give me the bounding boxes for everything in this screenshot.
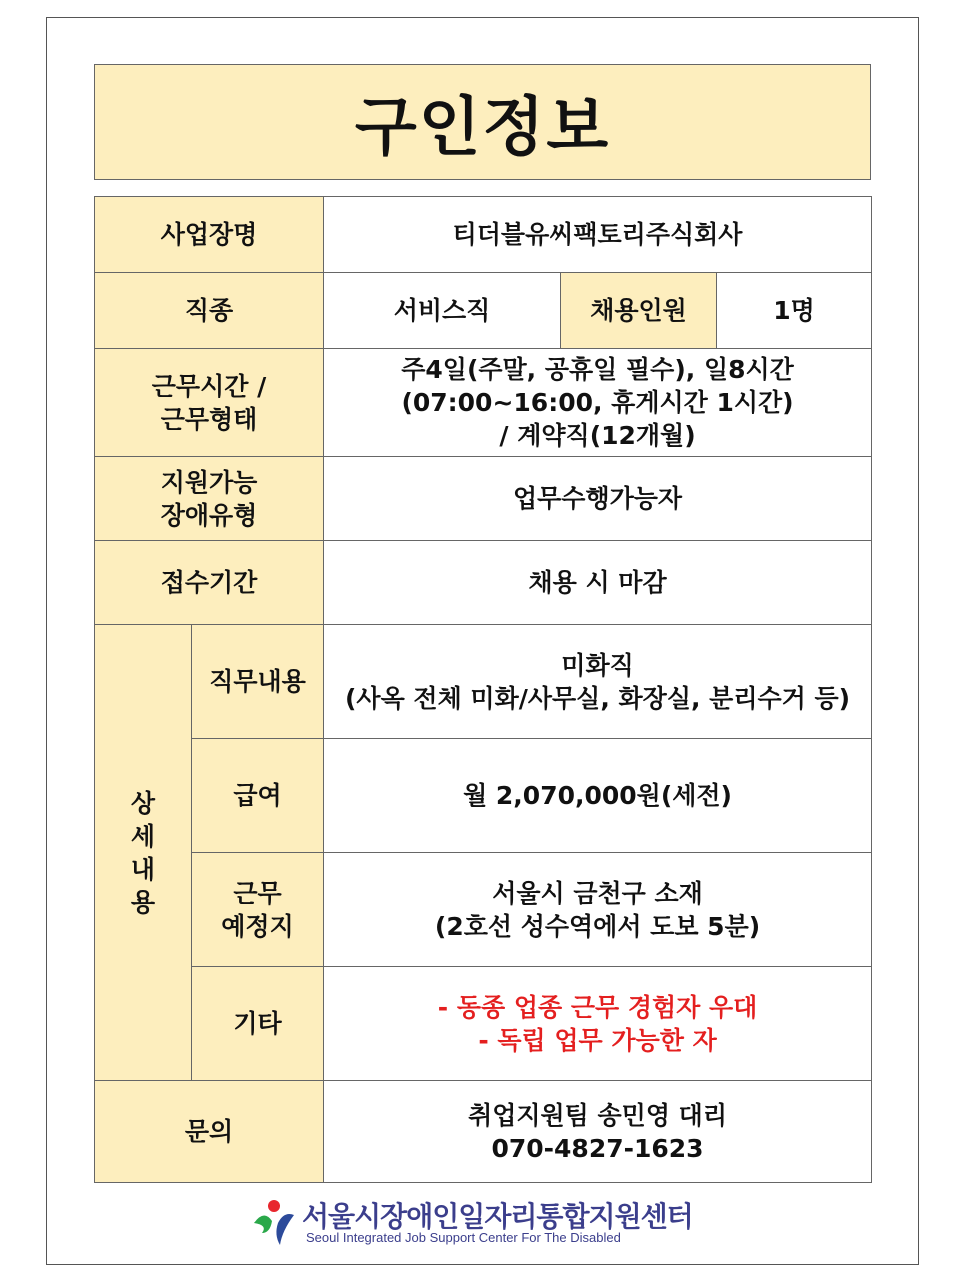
salary-row [95,739,872,853]
location-label-line: 근무 [233,878,282,908]
location-label-line: 예정지 [221,911,294,941]
footer-logo [250,1195,730,1255]
disability-value: 업무수행가능자 [324,457,872,541]
job-type-row [95,273,872,349]
work-hours-value-line: (07:00~16:00, 휴게시간 1시간) [401,388,794,417]
company-row [95,197,872,273]
contact-row [95,1081,872,1183]
location-row [95,853,872,967]
contact-label: 문의 [95,1081,324,1183]
contact-value-line: 취업지원팀 송민영 대리 [468,1100,727,1130]
disability-label-line: 지원가능 [160,467,258,497]
contact-value-line: 070-4827-1623 [491,1133,704,1163]
work-hours-label [95,349,324,457]
period-value: 채용 시 마감 [324,541,872,625]
location-label [192,853,324,967]
work-hours-value-line: / 계약직(12개월) [499,421,696,450]
etc-value [324,967,872,1081]
work-hours-row [95,349,872,457]
location-value [324,853,872,967]
job-type-label: 직종 [95,273,324,349]
page-title: 구인정보 [354,91,611,165]
details-group-label [95,625,192,1081]
period-label: 접수기간 [95,541,324,625]
disability-label [95,457,324,541]
etc-label: 기타 [192,967,324,1081]
duty-value-line: (사옥 전체 미화/사무실, 화장실, 분리수거 등) [345,683,851,713]
work-hours-label-line: 근무시간 / [151,371,267,401]
org-name: 서울시장애인일자리통합지원센터 [302,1200,693,1233]
job-type-value: 서비스직 [324,273,561,349]
etc-value-line: - 독립 업무 가능한 자 [478,1025,717,1055]
work-hours-label-line: 근무형태 [160,404,258,434]
disability-label-line: 장애유형 [160,500,258,530]
details-group-text: 상세내용 [130,788,156,917]
duty-row [95,625,872,739]
org-name-en: Seoul Integrated Job Support Center For The Disabled [306,1230,621,1245]
disability-row [95,457,872,541]
work-hours-value [324,349,872,457]
duty-label: 직무내용 [192,625,324,739]
duty-value-line: 미화직 [561,650,634,680]
company-value: 티더블유씨팩토리주식회사 [324,197,872,273]
salary-label: 급여 [192,739,324,853]
hire-count-label: 채용인원 [561,273,717,349]
location-value-line: (2호선 성수역에서 도보 5분) [434,911,761,941]
title-box [94,64,871,180]
job-info-table [94,196,872,1183]
salary-value: 월 2,070,000원(세전) [324,739,872,853]
hire-count-value: 1명 [717,273,872,349]
company-label: 사업장명 [95,197,324,273]
etc-row [95,967,872,1081]
contact-value [324,1081,872,1183]
work-hours-value-line: 주4일(주말, 공휴일 필수), 일8시간 [401,355,794,384]
org-logo-icon [250,1197,298,1249]
location-value-line: 서울시 금천구 소재 [492,878,703,908]
period-row [95,541,872,625]
etc-value-line: - 동종 업종 근무 경험자 우대 [437,992,758,1022]
duty-value [324,625,872,739]
